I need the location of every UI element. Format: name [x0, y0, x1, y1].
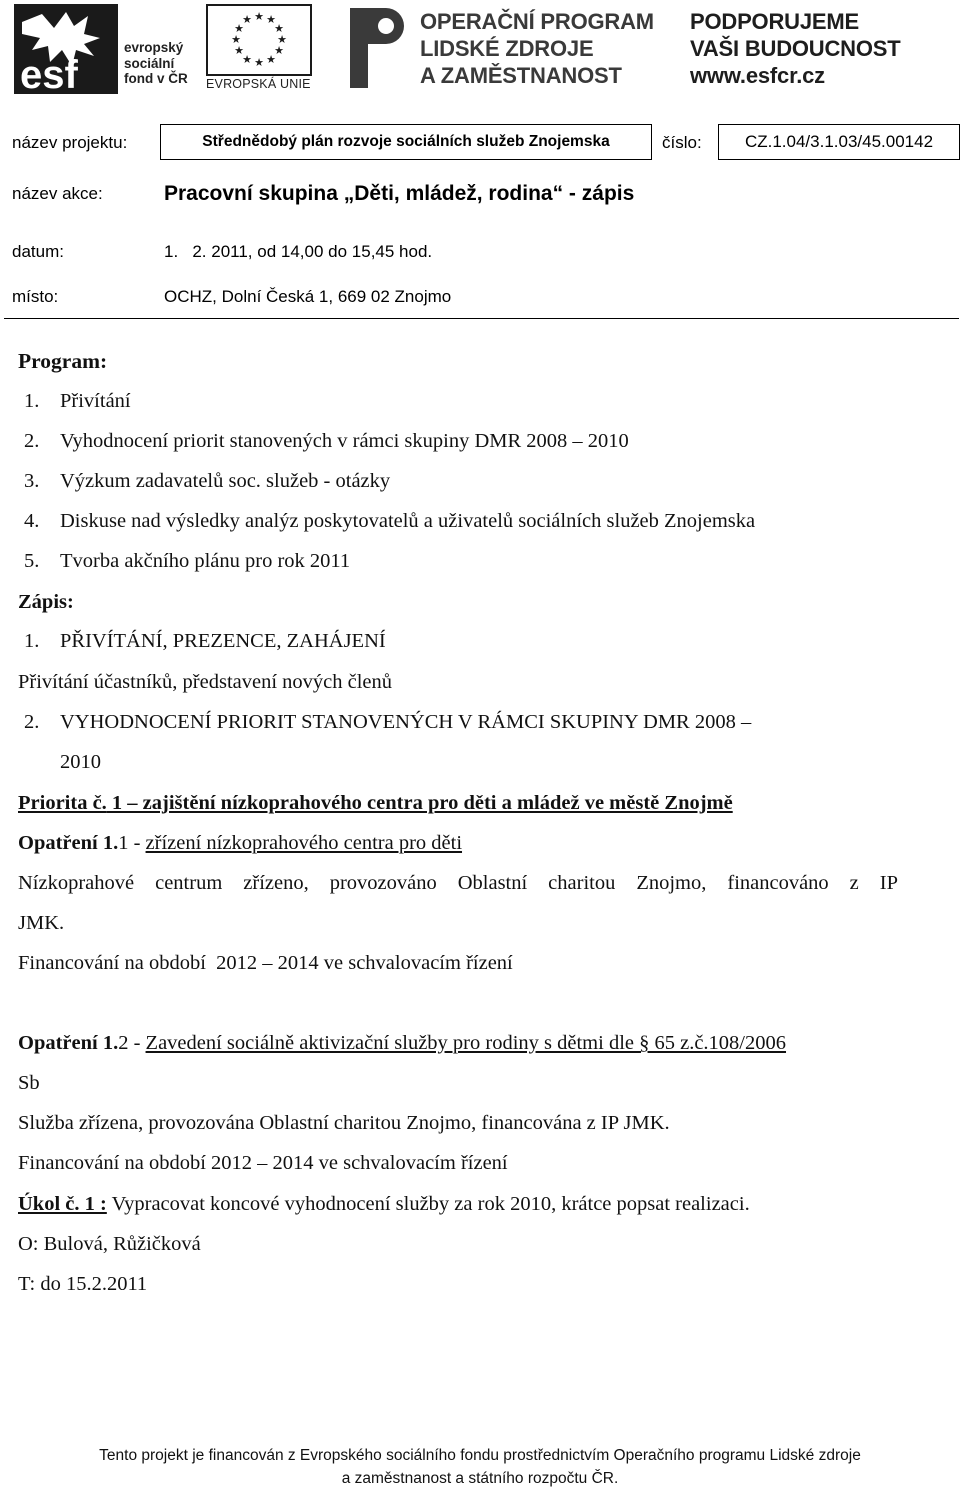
program-item: 3. Výzkum zadavatelů soc. služeb - otázky — [24, 470, 391, 492]
program-item: 1. Přivítání — [24, 390, 131, 412]
measure-1-1-financing: Financování na období 2012 – 2014 ve schvalovacím řízení — [18, 952, 513, 974]
date-value: 1. 2. 2011, od 14,00 do 15,45 hod. — [164, 242, 433, 261]
header-divider — [4, 318, 959, 319]
svg-text:★: ★ — [274, 44, 284, 57]
measure-1-1-text: Nízkoprahové centrum zřízeno, provozováno Oblastní charitou Znojmo, financováno z IP — [18, 872, 898, 894]
svg-text:esf: esf — [20, 53, 78, 94]
svg-text:★: ★ — [266, 13, 276, 26]
measure-1-2-title-cont: Sb — [18, 1072, 40, 1094]
priority-heading: Priorita č. 1 – zajištění nízkoprahového centra pro děti a mládež ve městě Znojmě — [18, 792, 733, 814]
logo-header — [0, 0, 960, 105]
footer-funding-note: Tento projekt je financován z Evropského sociálního fondu prostřednictvím Operačního programu Lidské zdroje a zaměstnanost a státního rozpočtu ČR. — [99, 1447, 861, 1487]
number-value: CZ.1.04/3.1.03/45.00142 — [718, 124, 960, 160]
measure-1-1-text-cont: JMK. — [18, 912, 65, 934]
website-link[interactable]: www.esfcr.cz — [690, 63, 825, 88]
project-label: název projektu: — [12, 133, 128, 152]
esf-logo-text: evropský sociální fond v ČR — [124, 40, 188, 86]
svg-text:★: ★ — [266, 53, 276, 66]
date-label: datum: — [12, 242, 64, 261]
program-item: 4. Diskuse nad výsledky analýz poskytovatelů a uživatelů sociálních služeb Znojemska — [24, 510, 756, 532]
program-heading: Program: — [18, 349, 108, 373]
task-owner: O: Bulová, Růžičková — [18, 1233, 201, 1255]
op-logo-icon — [346, 4, 408, 92]
section-1-text: Přivítání účastníků, představení nových členů — [18, 671, 393, 693]
place-value: OCHZ, Dolní Česká 1, 669 02 Znojmo — [164, 287, 452, 306]
program-item: 2. Vyhodnocení priorit stanovených v rámci skupiny DMR 2008 – 2010 — [24, 430, 629, 452]
svg-text:★: ★ — [242, 53, 252, 66]
op-logo-text: OPERAČNÍ PROGRAM LIDSKÉ ZDROJE A ZAMĚSTNANOST — [420, 9, 654, 88]
svg-text:★: ★ — [234, 22, 244, 35]
esf-logo-icon — [14, 4, 118, 94]
eu-stars-icon — [208, 6, 310, 74]
action-label: název akce: — [12, 184, 103, 203]
section-1-title: 1. PŘIVÍTÁNÍ, PREZENCE, ZAHÁJENÍ — [24, 630, 386, 652]
svg-text:★: ★ — [254, 10, 264, 23]
project-value: Střednědobý plán rozvoje sociálních služeb Znojemska — [160, 124, 652, 160]
svg-text:★: ★ — [242, 13, 252, 26]
support-slogan: PODPORUJEME VAŠI BUDOUCNOST www.esfcr.cz — [690, 9, 901, 88]
task-1: Úkol č. 1 : Vypracovat koncové vyhodnocení služby za rok 2010, krátce popsat realizaci. — [18, 1193, 750, 1215]
program-item: 5. Tvorba akčního plánu pro rok 2011 — [24, 550, 351, 572]
measure-1-2-text: Služba zřízena, provozována Oblastní charitou Znojmo, financována z IP JMK. — [18, 1112, 670, 1134]
task-deadline: T: do 15.2.2011 — [18, 1273, 148, 1295]
svg-text:★: ★ — [231, 33, 241, 46]
measure-1-2-financing: Financování na období 2012 – 2014 ve schvalovacím řízení — [18, 1152, 508, 1174]
svg-text:★: ★ — [254, 56, 264, 69]
action-value: Pracovní skupina „Děti, mládež, rodina“ - zápis — [164, 182, 635, 205]
eu-label: EVROPSKÁ UNIE — [206, 77, 311, 91]
minutes-heading: Zápis: — [18, 591, 74, 613]
measure-1-2: Opatření 1.2 - Zavedení sociálně aktivizační služby pro rodiny s dětmi dle § 65 z.č.108/2006 — [18, 1032, 787, 1054]
place-label: místo: — [12, 287, 59, 306]
svg-text:★: ★ — [234, 44, 244, 57]
svg-text:★: ★ — [277, 33, 287, 46]
section-2-title: 2. VYHODNOCENÍ PRIORIT STANOVENÝCH V RÁMCI SKUPINY DMR 2008 – — [24, 711, 752, 733]
eu-flag — [206, 4, 312, 76]
svg-text:★: ★ — [274, 22, 284, 35]
section-2-title-cont: 2010 — [60, 751, 101, 773]
measure-1-1: Opatření 1.1 - zřízení nízkoprahového centra pro děti — [18, 832, 463, 854]
number-label: číslo: — [662, 133, 702, 152]
